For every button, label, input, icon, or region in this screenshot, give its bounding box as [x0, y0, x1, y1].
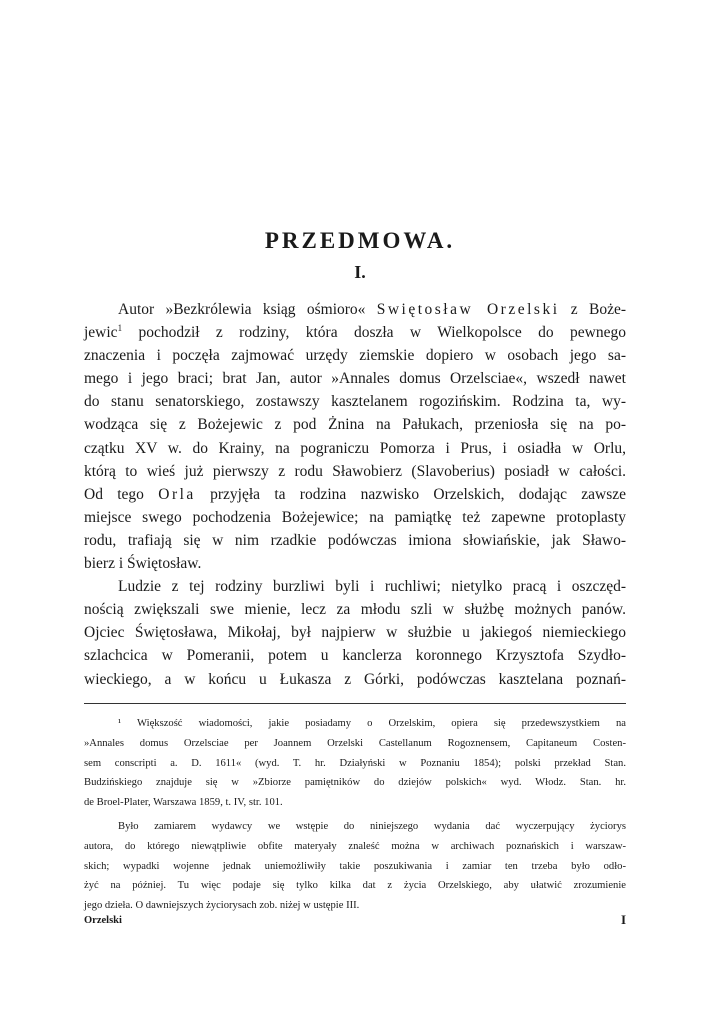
footnote-divider [84, 703, 626, 704]
body-line: nością zwiększali swe mienie, lecz za młodu szli w służbę możnych panów. [84, 601, 626, 619]
body-line: Od tego Orla przyjęła ta rodzina nazwisko Orzelskich, dodając zawsze [84, 485, 626, 503]
spaced-name: Swiętosław Orzelski [376, 301, 560, 318]
sheet-signature: Orzelski [84, 915, 122, 926]
section-number: I. [354, 262, 366, 282]
footnote-line: żyć na później. Tu więc podaje się tylko kilka dat z życia Orzelskiego, aby ułatwić zrozumienie [84, 880, 626, 892]
footnotes [84, 714, 626, 916]
body-line: wieckiego, a w końcu u Łukasza z Górki, podówczas kasztelana poznań- [84, 670, 626, 688]
body-text [84, 298, 626, 691]
footnote-line: Budzińskiego znajduje się w »Zbiorze pamiętników do dziejów polskich« wyd. Włodz. Stan. hr. [84, 777, 626, 789]
footnote-line: jego dzieła. O dawniejszych życiorysach zob. niżej w ustępie III. [84, 900, 360, 912]
body-line: Ludzie z tej rodziny burzliwi byli i ruchliwi; nietylko pracą i oszczęd- [118, 578, 626, 596]
body-line: wodząca się z Bożejewic z pod Żnina na Pałukach, przeniosła się na po- [84, 416, 626, 434]
body-line: do stanu senatorskiego, zostawszy kasztelanem rogozińskim. Rodzina ta, wy- [84, 393, 626, 411]
body-line: znaczenia i poczęła zajmować urzędy ziemskie dopiero w osobach jego sa- [84, 347, 626, 365]
footnote-line: Było zamiarem wydawcy we wstępie do niniejszego wydania dać wyczerpujący życiorys [118, 820, 626, 832]
footnote-line: skich; wypadki wojenne jednak uniemożliwiły takie poszukiwania i zamiar ten trzeba było odło- [84, 860, 626, 872]
footnote-line: sem conscripti a. D. 1611« (wyd. T. hr. Działyński w Poznaniu 1854); polski przekład Stan. [84, 757, 626, 769]
body-line: czątku XV w. do Krainy, na pograniczu Pomorza i Prus, i osiadła w Orlu, [84, 439, 626, 457]
body-line: Ojciec Świętosława, Mikołaj, był najpierw w służbie u jakiegoś niemieckiego [84, 624, 626, 642]
body-line: którą to wieś już pierwszy z rodu Sławobierz (Slavoberius) posiadł w całości. [84, 462, 626, 480]
body-line: rodu, trafiają się w nim rzadkie podówczas imiona słowiańskie, jak Sławo- [84, 531, 626, 549]
body-line: szlachcica w Pomeranii, potem u kanclerza koronnego Krzysztofa Szydło- [84, 647, 626, 665]
body-line: miejsce swego pochodzenia Bożejewice; na pamiątkę też zapewne protoplasty [84, 508, 626, 526]
footnote-line: de Broel-Plater, Warszawa 1859, t. IV, str. 101. [84, 797, 283, 809]
footnote-line: autora, do którego niewątpliwie obfite materyały znaleść można w archiwach poznańskich i warszaw- [84, 840, 626, 852]
body-line: mego i jego braci; brat Jan, autor »Annales domus Orzelsciae«, wszedł nawet [84, 370, 626, 388]
sheet-number: I [620, 912, 626, 927]
body-line: Autor »Bezkrólewia ksiąg ośmioro« Swiętosław Orzelski z Boże- [118, 301, 626, 318]
spaced-word: Orla [158, 485, 196, 503]
footnote-line: »Annales domus Orzelsciae per Joannem Orzelski Castellanum Rogoznensem, Capitaneum Costen- [84, 737, 626, 749]
body-line: bierz i Świętosław. [84, 555, 202, 573]
body-line: jewic$^1$ pochodził z rodziny, która doszła w Wielkopolsce do pewnego [84, 323, 626, 342]
footnote-marker: 1 [117, 323, 123, 334]
page-title: PRZEDMOWA. [264, 228, 456, 253]
footnote-line: ¹ Większość wiadomości, jakie posiadamy o Orzelskim, opiera się przedewszystkiem na [118, 718, 626, 729]
